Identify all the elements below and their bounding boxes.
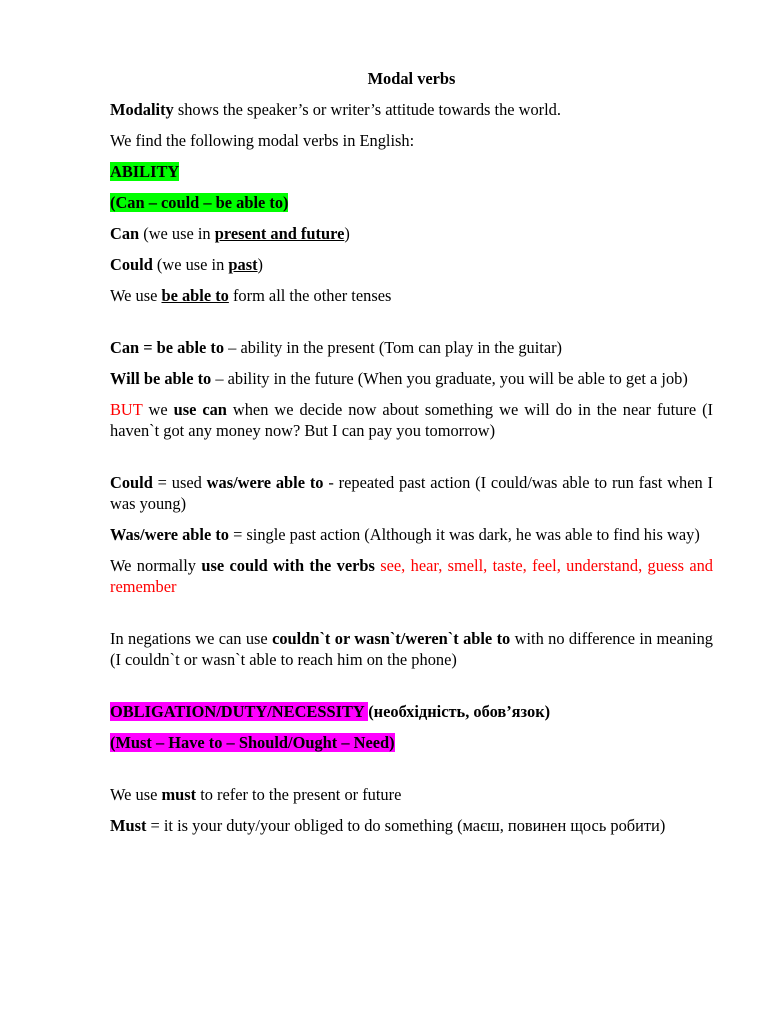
could-repeated-text: - repeated past action (I could/was able to run fast when I was young) xyxy=(110,473,713,513)
could-repeated-mid: = used xyxy=(152,473,207,492)
ability-forms: (Can – could – be able to) xyxy=(110,193,289,212)
obligation-heading: OBLIGATION/DUTY/NECESSITY xyxy=(110,702,369,721)
single-past-paragraph xyxy=(110,524,713,545)
be-able-underlined: be able to xyxy=(161,286,229,305)
must-bold: must xyxy=(161,785,197,804)
could-pre: (we use in xyxy=(152,255,229,274)
can-present-text: – ability in the present (Tom can play in the guitar) xyxy=(224,338,563,357)
must-def: = it is your duty/your obliged to do something (маєш, повинен щось робити) xyxy=(146,816,666,835)
but-text: when we decide now about something we will do in the near future (I haven`t got any money now? But I can pay you tomorrow) xyxy=(110,400,714,440)
could-term: Could xyxy=(110,255,153,274)
can-usage xyxy=(110,223,713,244)
can-term: Can xyxy=(110,224,140,243)
can-present-paragraph xyxy=(110,337,713,358)
will-be-able-term: Will be able to xyxy=(110,369,212,388)
can-post: ) xyxy=(344,224,350,243)
single-past-text: = single past action (Although it was dark, he was able to find his way) xyxy=(228,525,700,544)
could-repeated-term: Could xyxy=(110,473,153,492)
be-able-post: form all the other tenses xyxy=(228,286,392,305)
must-usage xyxy=(110,784,713,805)
can-pre: (we use in xyxy=(139,224,215,243)
could-post: ) xyxy=(257,255,264,274)
modality-def-text: shows the speaker’s or writer’s attitude towards the world. xyxy=(173,100,561,119)
page-title: Modal verbs xyxy=(367,69,456,88)
can-present-term: Can = be able to xyxy=(110,338,225,357)
use-can-term: use can xyxy=(173,400,227,419)
must-definition xyxy=(110,815,713,836)
must-pre: We use xyxy=(110,785,162,804)
could-usage xyxy=(110,254,713,275)
will-be-able-paragraph xyxy=(110,368,713,389)
obligation-heading-ua: (необхідність, обов’язок) xyxy=(368,702,551,721)
negations-pre: In negations we can use xyxy=(110,629,273,648)
obligation-forms-row xyxy=(110,732,713,753)
be-able-pre: We use xyxy=(110,286,162,305)
negations-text: with no difference in meaning (I couldn`t or wasn`t able to reach him on the phone) xyxy=(110,629,713,669)
spacer xyxy=(110,316,713,337)
but-paragraph xyxy=(110,399,713,441)
could-repeated-paragraph xyxy=(110,472,713,514)
obligation-forms: (Must – Have to – Should/Ought – Need) xyxy=(110,733,395,752)
must-rest: to refer to the present or future xyxy=(196,785,402,804)
obligation-heading-row xyxy=(110,701,713,722)
single-past-term: Was/were able to xyxy=(110,525,229,544)
verbs-paragraph xyxy=(110,555,713,597)
ability-heading: ABILITY xyxy=(110,162,180,181)
ability-forms-row xyxy=(110,192,713,213)
spacer xyxy=(110,451,713,472)
spacer xyxy=(110,680,713,701)
modality-definition xyxy=(110,99,713,120)
document-page xyxy=(110,68,713,846)
find-line: We find the following modal verbs in English: xyxy=(110,131,415,150)
verbs-bold: use could with the verbs xyxy=(201,556,375,575)
must-term: Must xyxy=(110,816,147,835)
verbs-list: see, hear, smell, taste, feel, understand, guess and remember xyxy=(110,556,713,596)
ability-heading-row xyxy=(110,161,713,182)
negations-bold: couldn`t or wasn`t/weren`t able to xyxy=(272,629,511,648)
but-pre: we xyxy=(142,400,174,419)
spacer xyxy=(110,607,713,628)
modality-term: Modality xyxy=(110,100,174,119)
could-underlined: past xyxy=(228,255,258,274)
was-were-able-term: was/were able to xyxy=(206,473,324,492)
will-be-able-text: – ability in the future (When you graduate, you will be able to get a job) xyxy=(211,369,688,388)
but-word: BUT xyxy=(110,400,143,419)
can-underlined: present and future xyxy=(214,224,345,243)
be-able-usage xyxy=(110,285,713,306)
negations-paragraph xyxy=(110,628,713,670)
spacer xyxy=(110,763,713,784)
verbs-pre: We normally xyxy=(110,556,202,575)
